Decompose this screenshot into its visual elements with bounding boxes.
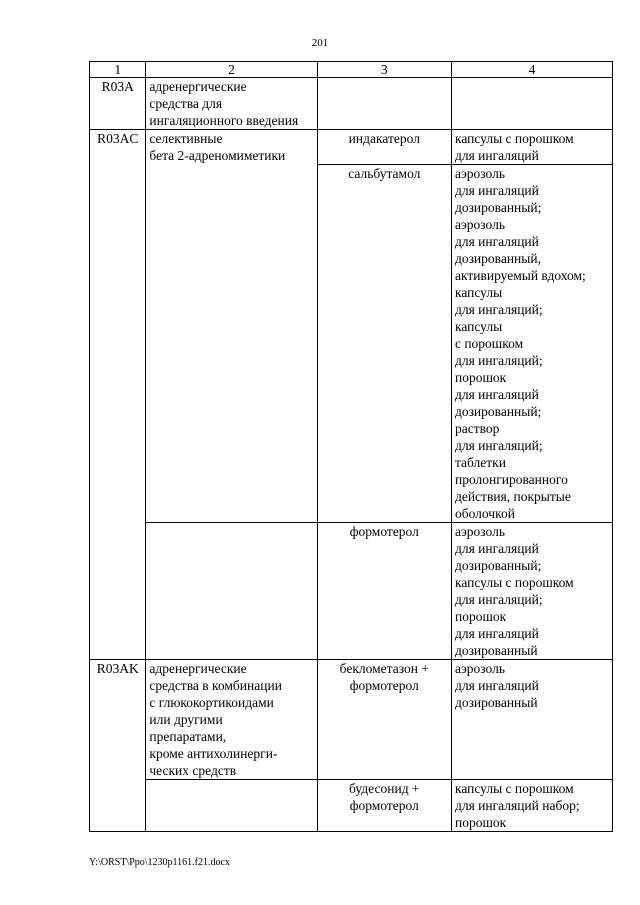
group-name <box>146 780 317 832</box>
header-col-3: 3 <box>317 62 451 78</box>
form-line: дозированный, <box>454 251 541 266</box>
form-line: для ингаляций <box>454 183 539 198</box>
form-cell <box>451 165 612 523</box>
form-line: оболочкой <box>454 506 515 521</box>
table-row <box>90 780 613 832</box>
form-line: для ингаляций набор; <box>454 798 580 813</box>
substance-cell <box>317 78 451 130</box>
form-cell <box>451 780 612 832</box>
atc-code <box>90 165 146 523</box>
form-cell <box>451 78 612 130</box>
atc-code: R03AK <box>90 660 146 780</box>
group-name <box>146 660 317 780</box>
form-line: аэрозоль <box>454 524 505 539</box>
table-row <box>90 523 613 660</box>
form-line: дозированный; <box>454 200 542 215</box>
substance-cell <box>317 130 451 165</box>
table-row <box>90 660 613 780</box>
group-line: бета 2-адреномиметики <box>149 148 286 163</box>
substance-line: беклометазон + <box>339 661 429 676</box>
group-line: средства в комбинации <box>149 678 282 693</box>
table-row <box>90 130 613 165</box>
group-line: адренергические <box>149 661 247 676</box>
group-name <box>146 165 317 523</box>
form-line: для ингаляций <box>454 234 539 249</box>
document-path-footer: Y:\ORST\Ppo\1230p1161.f21.docx <box>89 857 230 868</box>
group-line: кроме антихолинерги- <box>149 746 278 761</box>
substance-line: формотерол <box>349 678 419 693</box>
group-name <box>146 130 317 165</box>
form-line: аэрозоль <box>454 661 505 676</box>
atc-code: R03AC <box>90 130 146 165</box>
table-row <box>90 165 613 523</box>
group-line: средства для <box>149 96 223 111</box>
form-line: для ингаляций; <box>454 302 543 317</box>
form-cell <box>451 130 612 165</box>
group-line: или другими <box>149 712 223 727</box>
form-line: для ингаляций <box>454 678 539 693</box>
substance-line: будесонид + <box>349 781 420 796</box>
substance-line: сальбутамол <box>348 166 421 181</box>
form-line: дозированный <box>454 695 538 710</box>
form-line: активируемый вдохом; <box>454 268 586 283</box>
table-header-row <box>90 62 613 78</box>
form-line: пролонгированного <box>454 472 568 487</box>
group-line: с глюкокортикоидами <box>149 695 274 710</box>
atc-code <box>90 780 146 832</box>
header-col-2: 2 <box>146 62 317 78</box>
substance-cell <box>317 660 451 780</box>
form-line: дозированный; <box>454 404 542 419</box>
form-line: аэрозоль <box>454 217 505 232</box>
form-line: порошок <box>454 370 507 385</box>
form-line: дозированный <box>454 643 538 658</box>
substance-cell <box>317 780 451 832</box>
form-cell <box>451 660 612 780</box>
form-line: капсулы <box>454 285 503 300</box>
header-col-1: 1 <box>90 62 146 78</box>
form-line: для ингаляций; <box>454 353 543 368</box>
form-line: для ингаляций; <box>454 592 543 607</box>
form-line: раствор <box>454 421 500 436</box>
substance-line: формотерол <box>349 798 419 813</box>
form-line: для ингаляций; <box>454 438 543 453</box>
substance-cell <box>317 523 451 660</box>
form-line: капсулы с порошком <box>454 575 574 590</box>
group-line: селективные <box>149 131 223 146</box>
atc-code: R03A <box>90 78 146 130</box>
form-line: таблетки <box>454 455 506 470</box>
drug-table <box>89 61 613 832</box>
table-row <box>90 78 613 130</box>
form-line: для ингаляций <box>454 148 539 163</box>
form-line: дозированный; <box>454 558 542 573</box>
form-line: с порошком <box>454 336 524 351</box>
group-name <box>146 523 317 660</box>
page-number: 201 <box>311 37 329 49</box>
form-line: порошок <box>454 815 507 830</box>
form-line: для ингаляций <box>454 626 539 641</box>
group-line: ческих средств <box>149 763 237 778</box>
form-line: действия, покрытые <box>454 489 571 504</box>
substance-cell <box>317 165 451 523</box>
substance-line: формотерол <box>349 524 419 539</box>
form-line: порошок <box>454 609 507 624</box>
header-col-4: 4 <box>451 62 612 78</box>
form-line: капсулы с порошком <box>454 131 574 146</box>
form-line: аэрозоль <box>454 166 505 181</box>
atc-code <box>90 523 146 660</box>
form-line: капсулы с порошком <box>454 781 574 796</box>
group-line: препаратами, <box>149 729 227 744</box>
form-line: для ингаляций <box>454 541 539 556</box>
substance-line: индакатерол <box>348 131 420 146</box>
form-line: капсулы <box>454 319 503 334</box>
group-line: ингаляционного введения <box>149 113 299 128</box>
group-name <box>146 78 317 130</box>
group-line: адренергические <box>149 79 247 94</box>
form-line: для ингаляций <box>454 387 539 402</box>
form-cell <box>451 523 612 660</box>
